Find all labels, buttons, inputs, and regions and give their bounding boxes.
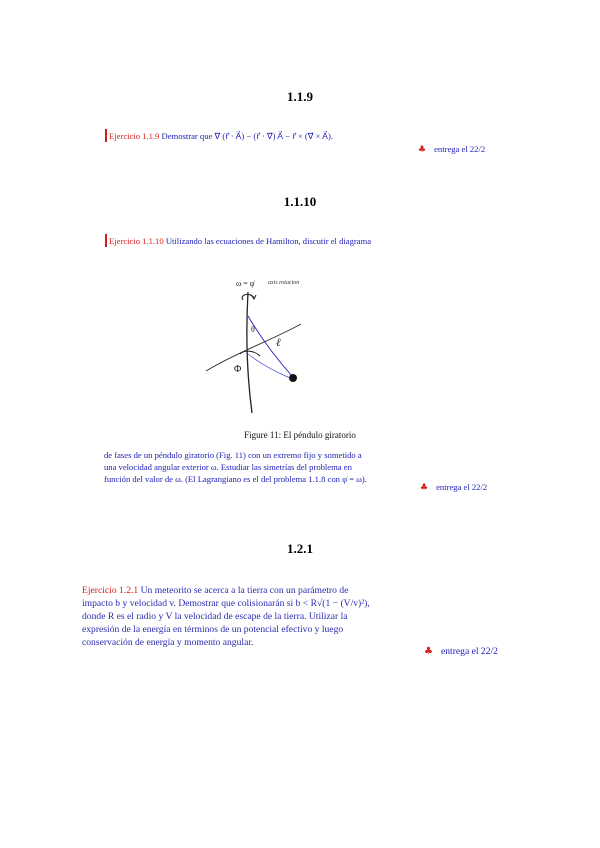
exercise-label: Ejercicio 1.1.10 xyxy=(109,236,164,246)
axis-label: axis rotacion xyxy=(268,280,300,286)
exercise-1-2-1 xyxy=(82,584,370,649)
exercise-text: Demostrar que ∇⃗ (r⃗ · A⃗) − (r⃗ · ∇⃗) A⃗ − r⃗ × (∇⃗ × A⃗). xyxy=(161,131,334,141)
section-heading-1-1-9: 1.1.9 xyxy=(287,89,313,104)
rotating-pendulum-figure xyxy=(196,268,406,418)
vertical-axis xyxy=(247,292,252,413)
exercise-1-1-10-continued xyxy=(104,449,367,485)
pendulum-bob xyxy=(289,374,297,382)
exercise-text-line: impacto b y velocidad v. Demostrar que colisionarán si b < R√(1 − (V/v)²), xyxy=(82,598,370,609)
margin-bar xyxy=(105,234,107,247)
exercise-text-line: de fases de un péndulo giratorio (Fig. 11) con un extremo fijo y sometido a xyxy=(104,450,362,460)
exercise-text-line: donde R es el radio y V la velocidad de escape de la tierra. Utilizar la xyxy=(82,611,348,622)
exercise-text: Utilizando las ecuaciones de Hamilton, discutir el diagrama xyxy=(165,236,372,246)
exercise-text-line: función del valor de ω. (El Lagrangiano es el del problema 1.1.8 con φ̇ = ω). xyxy=(104,474,367,484)
exercise-text-line: una velocidad angular exterior ω. Estudiar las simetrías del problema en xyxy=(104,462,352,472)
section-heading-1-1-10: 1.1.10 xyxy=(283,194,317,209)
delivery-note-text: entrega el 22/2 xyxy=(436,482,488,492)
exercise-1-1-10-first-line xyxy=(109,235,371,247)
exercise-first-line xyxy=(82,584,370,597)
delivery-note xyxy=(418,144,485,155)
delivery-note xyxy=(424,646,498,657)
margin-bar xyxy=(105,129,107,142)
exercise-text-line: expresión de la energía en términos de un potencial efectivo y luego xyxy=(82,624,344,635)
phi-label: Φ xyxy=(234,364,242,375)
delivery-note xyxy=(420,482,487,493)
omega-label: ω = φ̇ xyxy=(236,279,255,288)
figure-caption: Figure 11: El péndulo giratorio xyxy=(244,430,356,440)
exercise-label: Ejercicio 1.1.9 xyxy=(109,131,160,141)
delivery-note-text: entrega el 22/2 xyxy=(440,646,498,657)
exercise-text-line: conservación de energía y momento angular. xyxy=(82,637,254,648)
club-icon: ♣ xyxy=(424,646,433,657)
exercise-label: Ejercicio 1.2.1 xyxy=(82,585,139,596)
theta-label: θ xyxy=(251,325,255,334)
exercise-1-1-9 xyxy=(109,130,333,142)
club-icon: ♣ xyxy=(420,483,429,493)
club-icon: ♣ xyxy=(418,145,427,155)
exercise-text: Un meteorito se acerca a la tierra con un parámetro de xyxy=(140,585,349,596)
delivery-note-text: entrega el 22/2 xyxy=(434,144,486,154)
ell-label: ℓ xyxy=(276,337,281,349)
section-heading-1-2-1: 1.2.1 xyxy=(287,541,313,556)
